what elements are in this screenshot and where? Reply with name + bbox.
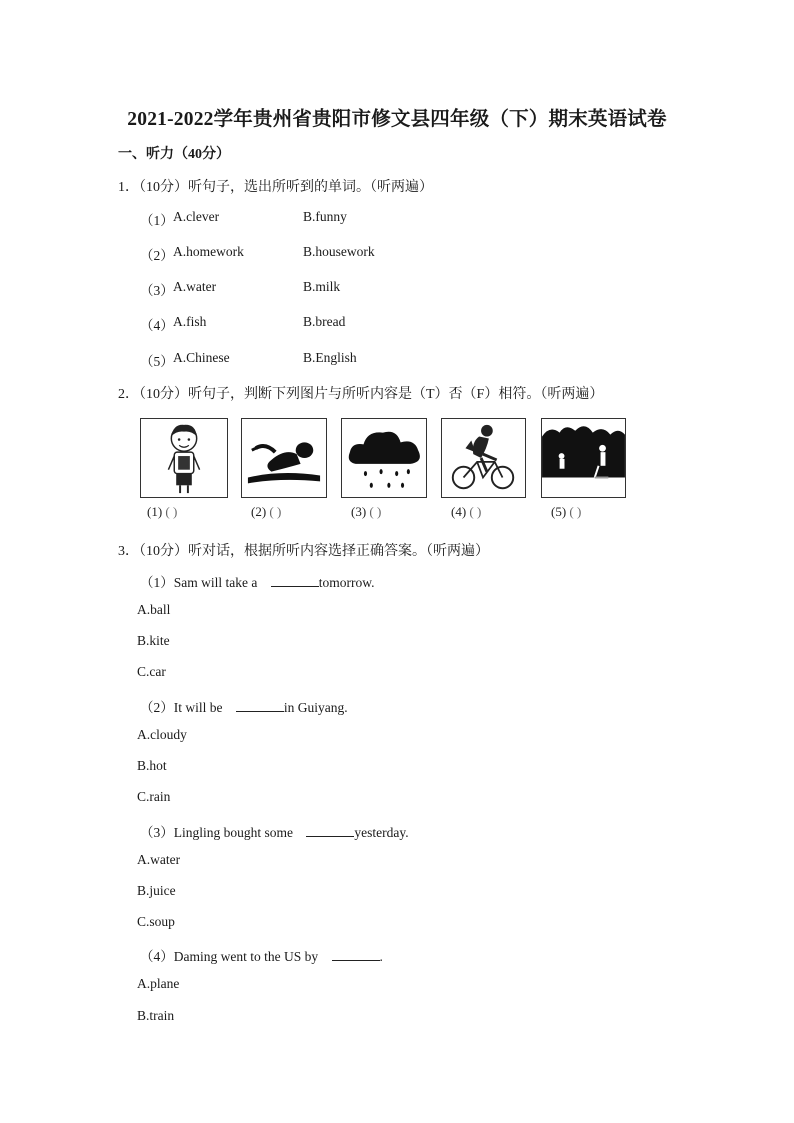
q3-option: C.car <box>137 664 166 679</box>
q3-item-4 <box>140 945 383 965</box>
item-prompt: （3）Lingling bought some <box>140 825 293 840</box>
item-prompt-end: tomorrow. <box>318 575 375 590</box>
q1-option-b: B.funny <box>303 209 347 224</box>
q1-option-b: B.housework <box>303 244 375 259</box>
question-3-stem: 3．（10分）听对话，根据所听内容选择正确答案。（听两遍） <box>118 544 489 559</box>
q1-item-number: （3） <box>140 283 174 298</box>
rain-cloud-icon <box>342 419 426 497</box>
item-prompt-end: yesterday. <box>354 825 409 840</box>
answer-blank <box>332 948 380 961</box>
picture-1-answer <box>147 504 177 520</box>
item-prompt-end: in Guiyang. <box>283 700 348 715</box>
q3-option: C.rain <box>137 789 171 804</box>
q3-option: A.cloudy <box>137 727 187 742</box>
q1-item-number: （5） <box>140 354 174 369</box>
q1-option-a: A.homework <box>173 244 244 259</box>
q3-option: C.soup <box>137 914 175 929</box>
q3-option: A.plane <box>137 976 180 991</box>
q3-option: A.water <box>137 852 181 867</box>
answer-parenthesis: ( ) <box>369 504 382 519</box>
picture-label: (2) <box>251 504 267 519</box>
picture-3 <box>341 418 427 498</box>
answer-parenthesis: ( ) <box>469 504 482 519</box>
picture-4-answer <box>451 504 481 520</box>
picture-3-answer <box>351 504 381 520</box>
q3-option: B.kite <box>137 633 170 648</box>
item-prompt: （1）Sam will take a <box>140 575 258 590</box>
page-title: 2021-2022学年贵州省贵阳市修文县四年级（下）期末英语试卷 <box>127 109 667 130</box>
picture-2 <box>241 418 327 498</box>
cyclist-icon <box>442 419 525 497</box>
answer-blank <box>306 824 354 837</box>
answer-parenthesis: ( ) <box>569 504 582 519</box>
q1-option-b: B.milk <box>303 279 341 294</box>
section-heading-listening: 一、听力（40分） <box>118 147 230 162</box>
q1-item-number: （4） <box>140 318 174 333</box>
picture-label: (1) <box>147 504 163 519</box>
q3-option: B.hot <box>137 758 167 773</box>
q1-option-a: A.fish <box>173 314 207 329</box>
answer-blank <box>271 574 319 587</box>
picture-5 <box>541 418 626 498</box>
q1-option-a: A.clever <box>173 209 220 224</box>
q3-option: B.train <box>137 1008 175 1023</box>
q1-option-b: B.English <box>303 350 357 365</box>
answer-blank <box>236 699 284 712</box>
answer-parenthesis: ( ) <box>165 504 178 519</box>
item-prompt: （4）Daming went to the US by <box>140 949 319 964</box>
answer-parenthesis: ( ) <box>269 504 282 519</box>
swimmer-icon <box>242 419 326 497</box>
question-1-stem: 1．（10分）听句子，选出所听到的单词。（听两遍） <box>118 180 433 195</box>
q3-item-1 <box>140 571 374 591</box>
q3-item-2 <box>140 696 348 716</box>
picture-label: (3) <box>351 504 367 519</box>
q3-item-3 <box>140 821 409 841</box>
picture-4 <box>441 418 526 498</box>
q1-item-number: （1） <box>140 213 174 228</box>
picture-1 <box>140 418 228 498</box>
q1-option-a: A.Chinese <box>173 350 230 365</box>
item-prompt: （2）It will be <box>140 700 223 715</box>
q1-item-number: （2） <box>140 248 174 263</box>
q1-option-b: B.bread <box>303 314 346 329</box>
picture-label: (4) <box>451 504 467 519</box>
boy-icon <box>141 419 227 497</box>
park-scene-icon <box>542 419 625 497</box>
q3-option: B.juice <box>137 883 176 898</box>
picture-label: (5) <box>551 504 567 519</box>
item-prompt-end: . <box>379 949 383 964</box>
q3-option: A.ball <box>137 602 171 617</box>
q1-option-a: A.water <box>173 279 217 294</box>
picture-2-answer <box>251 504 281 520</box>
picture-5-answer <box>551 504 581 520</box>
question-2-stem: 2．（10分）听句子，判断下列图片与所听内容是（T）否（F）相符。（听两遍） <box>118 387 604 402</box>
